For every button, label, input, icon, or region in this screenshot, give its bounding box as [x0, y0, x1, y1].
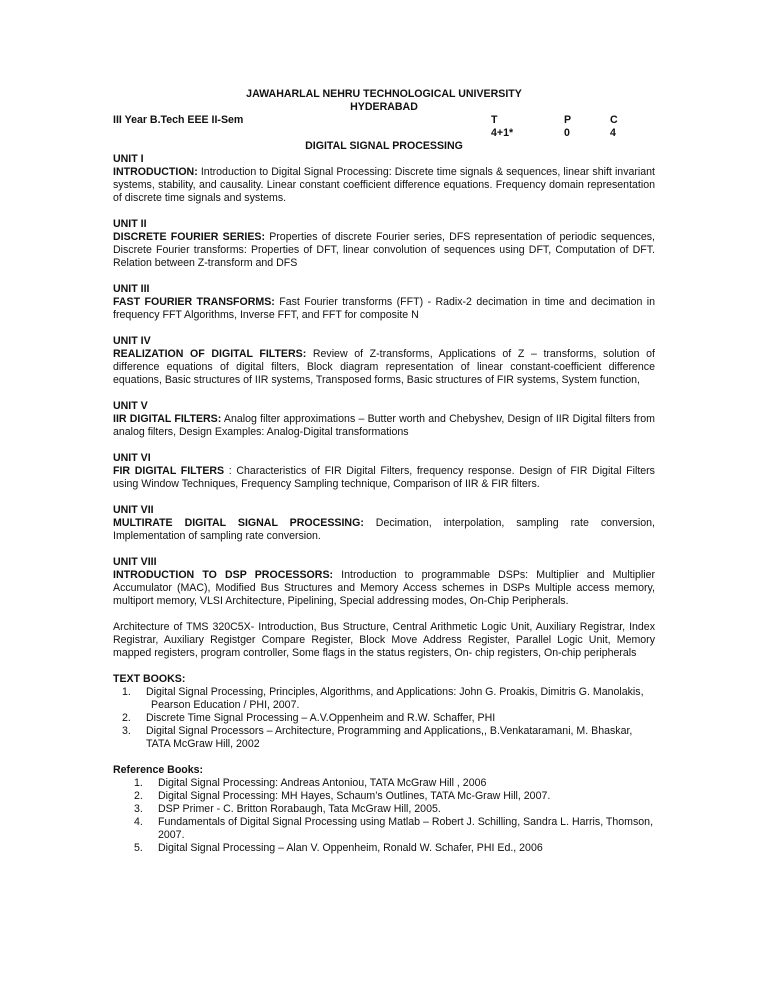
reference-books-title: Reference Books: — [113, 764, 204, 776]
unit-heading: INTRODUCTION: — [113, 166, 198, 178]
unit-block — [113, 400, 655, 439]
unit-block — [113, 556, 655, 608]
unit-block — [113, 504, 655, 543]
unit-heading: MULTIRATE DIGITAL SIGNAL PROCESSING: — [113, 517, 364, 529]
course-header-row — [113, 114, 655, 127]
unit-body — [113, 166, 655, 205]
unit-heading: FAST FOURIER TRANSFORMS: — [113, 296, 275, 308]
list-item: 2. Digital Signal Processing: MH Hayes, Schaum’s Outlines, TATA Mc-Graw Hill, 2007. — [134, 790, 551, 802]
unit-heading: FIR DIGITAL FILTERS — [113, 465, 225, 477]
unit-heading: IIR DIGITAL FILTERS: — [113, 413, 222, 425]
col-t-value: 4+1* — [491, 127, 514, 139]
unit-body — [113, 348, 655, 387]
unit-text: Fast Fourier transforms (FFT) - Radix-2 decimation in time and decimation in frequency FFT Algorithms, Inverse FFT, and FFT for composite N — [113, 296, 656, 321]
units-section — [113, 153, 655, 608]
unit-text: Review of Z-transforms, Applications of Z – transforms, solution of difference equations of digital filters, Block diagram representation of linear constant-coefficient difference equations, Basic structures of IIR systems, Transposed forms, Basic structures of FIR systems, System function, — [113, 348, 656, 386]
reference-books-list — [113, 777, 655, 855]
unit-body — [113, 465, 655, 491]
unit-heading: REALIZATION OF DIGITAL FILTERS: — [113, 348, 307, 360]
unit-text: Introduction to Digital Signal Processing: Discrete time signals & sequences, linear shift invariant systems, stability, and causality. Linear constant coefficient difference equations. Frequency domain representation of discrete time signals and systems. — [113, 166, 655, 204]
unit-text: Properties of discrete Fourier series, DFS representation of periodic sequences, Discrete Fourier transforms: Properties of DFT, linear convolution of sequences using DFT, Computation of DFT. Relation between Z-transform and DFS — [113, 231, 655, 269]
unit-text: Decimation, interpolation, sampling rate conversion, Implementation of sampling rate conversion. — [113, 517, 656, 542]
unit-body — [113, 569, 655, 608]
university-name: JAWAHARLAL NEHRU TECHNOLOGICAL UNIVERSITY — [246, 88, 522, 100]
list-item: 2. Discrete Time Signal Processing – A.V.Oppenheim and R.W. Schaffer, PHI — [122, 712, 496, 724]
unit-label: UNIT VII — [113, 504, 154, 516]
col-c-value: 4 — [610, 127, 616, 139]
unit-label: UNIT VI — [113, 452, 151, 464]
col-p-label: P — [564, 114, 572, 126]
unit-block — [113, 335, 655, 387]
unit-text: Introduction to programmable DSPs: Multiplier and Multiplier Accumulator (MAC), Modified Bus Structures and Memory Access schemes in DSPs Multiple access memory, multiport memory, VLSI Architecture, Pipelining, Special addressing modes, On-Chip Peripherals. — [113, 569, 655, 607]
unit-body — [113, 413, 655, 439]
syllabus-page — [113, 88, 655, 855]
list-item: 3. DSP Primer - C. Britton Rorabaugh, Tata McGraw Hill, 2005. — [134, 803, 441, 815]
university-city: HYDERABAD — [350, 101, 418, 113]
unit-body — [113, 231, 655, 270]
unit-block — [113, 452, 655, 491]
list-item: 1. Digital Signal Processing, Principles, Algorithms, and Applications: John G. Proakis, Dimitris G. Manolakis, Pearson Education / PHI, 2007. — [122, 686, 644, 711]
unit-block — [113, 218, 655, 270]
unit-label: UNIT I — [113, 153, 144, 165]
unit-label: UNIT VIII — [113, 556, 157, 568]
list-item: 5. Digital Signal Processing – Alan V. Oppenheim, Ronald W. Schafer, PHI Ed., 2006 — [134, 842, 543, 854]
credits-row — [113, 127, 655, 140]
list-item: 3. Digital Signal Processors – Architecture, Programming and Applications,, B.Venkataramani, M. Bhaskar, TATA McGraw Hill, 2002 — [122, 725, 633, 750]
col-p-value: 0 — [564, 127, 570, 139]
architecture-paragraph: Architecture of TMS 320C5X- Introduction, Bus Structure, Central Arithmetic Logic Unit, Auxiliary Registrar, Index Registrar, Auxiliary Registger Compare Register, Block Move Address Register, Parallel Logic Unit, Memory mapped registers, program controller, Some flags in the status registers, On- chip registers, On-chip peripherals — [113, 621, 655, 659]
unit-heading: INTRODUCTION TO DSP PROCESSORS: — [113, 569, 334, 581]
unit-heading: DISCRETE FOURIER SERIES: — [113, 231, 266, 243]
unit-text: : Characteristics of FIR Digital Filters, frequency response. Design of FIR Digital Filters using Window Techniques, Frequency Sampling technique, Comparison of IIR & FIR filters. — [113, 465, 655, 490]
unit-block — [113, 153, 655, 205]
unit-label: UNIT IV — [113, 335, 151, 347]
unit-body — [113, 296, 655, 322]
unit-label: UNIT V — [113, 400, 148, 412]
list-item: 4. Fundamentals of Digital Signal Processing using Matlab – Robert J. Schilling, Sandra L. Harris, Thomson, 2007. — [134, 816, 654, 841]
unit-body — [113, 517, 655, 543]
subject-title: DIGITAL SIGNAL PROCESSING — [305, 140, 463, 152]
unit-label: UNIT II — [113, 218, 147, 230]
course-name: III Year B.Tech EEE II-Sem — [113, 114, 244, 126]
unit-label: UNIT III — [113, 283, 150, 295]
list-item: 1. Digital Signal Processing: Andreas Antoniou, TATA McGraw Hill , 2006 — [134, 777, 487, 789]
col-c-label: C — [610, 114, 618, 126]
text-books-title: TEXT BOOKS: — [113, 673, 186, 685]
unit-block — [113, 283, 655, 322]
col-t-label: T — [491, 114, 498, 126]
text-books-list — [113, 686, 655, 751]
unit-text: Analog filter approximations – Butter worth and Chebyshev, Design of IIR Digital filters from analog filters, Design Examples: Analog-Digital transformations — [113, 413, 655, 438]
